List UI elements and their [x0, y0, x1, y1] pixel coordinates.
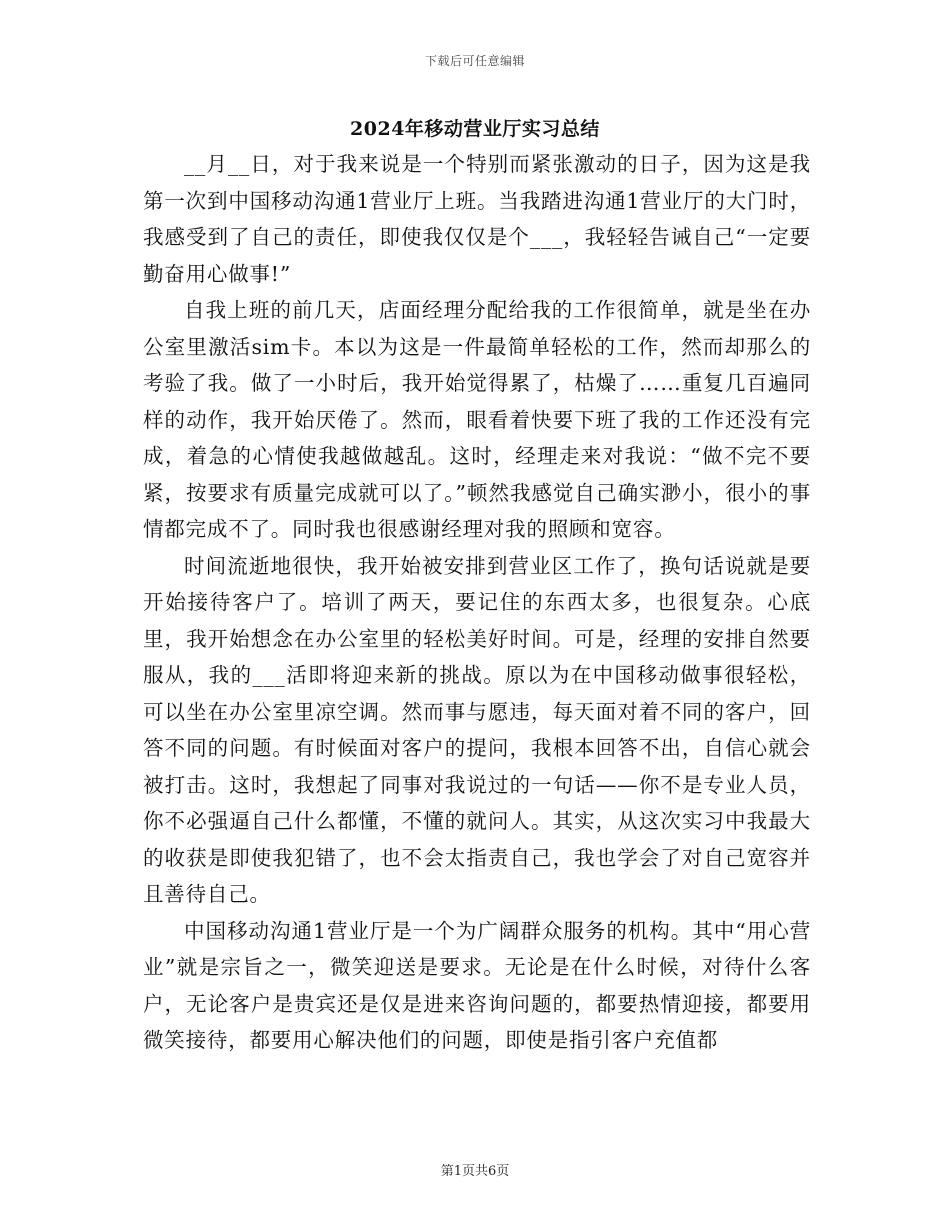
- document-body: [143, 146, 811, 1059]
- page-number: 第1页共6页: [440, 1164, 510, 1179]
- paragraph-2: 自我上班的前几天，店面经理分配给我的工作很简单，就是坐在办公室里激活sim卡。本以为这是一件最简单轻松的工作，然而却那么的考验了我。做了一小时后，我开始觉得累了，枯燥了……重复几百遍同样的动作，我开始厌倦了。然而，眼看着快要下班了我的工作还没有完成，着急的心情使我越做越乱。这时，经理走来对我说：“做不完不要紧，按要求有质量完成就可以了。”顿然我感觉自己确实渺小，很小的事情都完成不了。同时我也很感谢经理对我的照顾和宽容。: [143, 298, 811, 541]
- header-note: 下载后可任意编辑: [424, 54, 525, 68]
- paragraph-3: 时间流逝地很快，我开始被安排到营业区工作了，换句话说就是要开始接待客户了。培训了两天，要记住的东西太多，也很复杂。心底里，我开始想念在办公室里的轻松美好时间。可是，经理的安排自然要服从，我的___活即将迎来新的挑战。原以为在中国移动做事很轻松，可以坐在办公室里凉空调。然而事与愿违，每天面对着不同的客户，回答不同的问题。有时候面对客户的提问，我根本回答不出，自信心就会被打击。这时，我想起了同事对我说过的一句话——你不是专业人员，你不必强逼自己什么都懂，不懂的就问人。其实，从这次实习中我最大的收获是即使我犯错了，也不会太指责自己，我也学会了对自己宽容并且善待自己。: [143, 553, 811, 906]
- paragraph-1: __月__日，对于我来说是一个特别而紧张激动的日子，因为这是我第一次到中国移动沟通1营业厅上班。当我踏进沟通1营业厅的大门时，我感受到了自己的责任，即使我仅仅是个___，我轻轻告诫自己“一定要勤奋用心做事!”: [143, 152, 811, 286]
- paragraph-4: 中国移动沟通1营业厅是一个为广阔群众服务的机构。其中“用心营业”就是宗旨之一，微笑迎送是要求。无论是在什么时候，对待什么客户，无论客户是贵宾还是仅是进来咨询问题的，都要热情迎接，都要用微笑接待，都要用心解决他们的问题，即使是指引客户充值都: [143, 918, 811, 1052]
- document-title: 2024年移动营业厅实习总结: [350, 118, 600, 140]
